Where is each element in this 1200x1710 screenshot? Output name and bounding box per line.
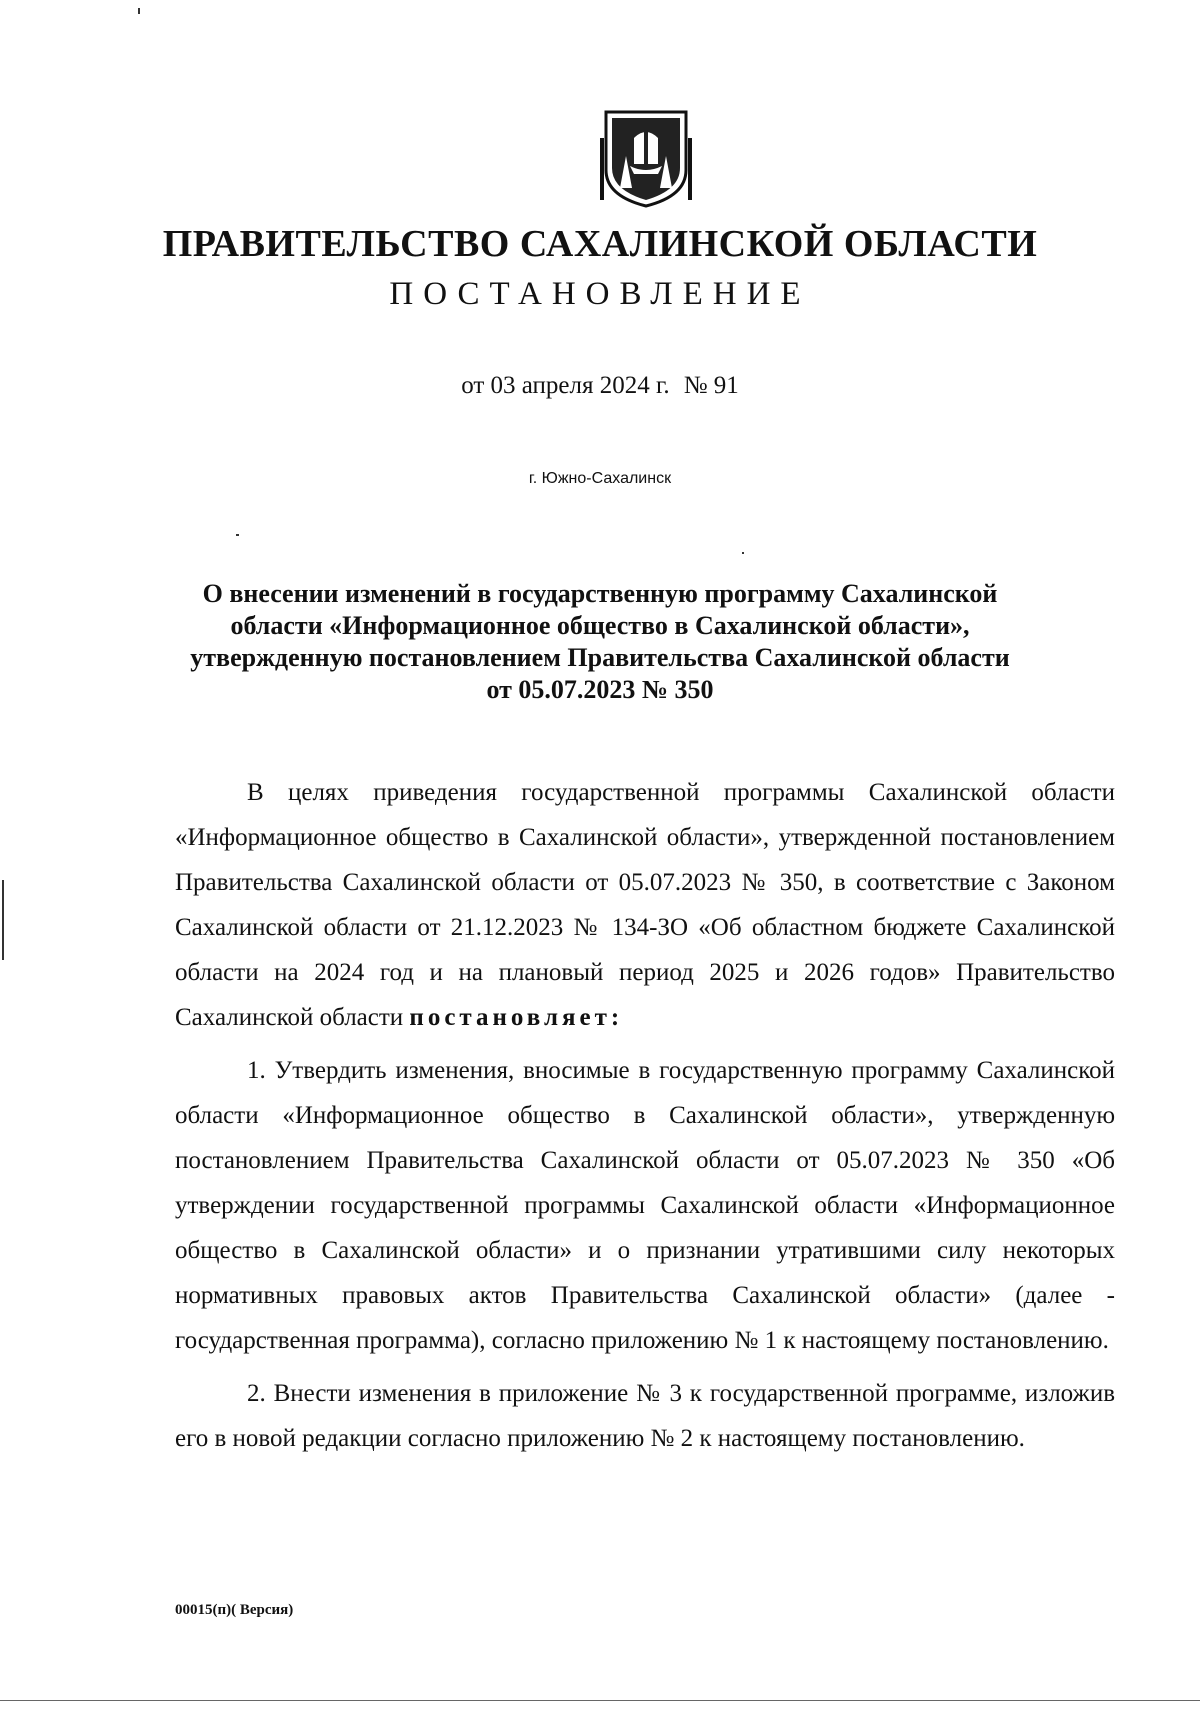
subject-line: О внесении изменений в государственную программу Сахалинской	[202, 579, 998, 608]
document-number: № 91	[683, 372, 739, 399]
scan-artifact	[742, 552, 744, 554]
coat-of-arms-emblem	[600, 108, 692, 208]
scan-artifact	[0, 1700, 1200, 1701]
paragraph	[175, 770, 1115, 1040]
scan-artifact	[2, 880, 4, 960]
resolution-keyword: постановляет:	[409, 1004, 624, 1031]
city: г. Южно-Сахалинск	[528, 470, 672, 487]
scan-artifact	[138, 8, 140, 14]
scan-artifact	[236, 534, 239, 536]
document-body	[175, 770, 1115, 1469]
subject-line: от 05.07.2023 № 350	[486, 675, 714, 704]
organization-title: ПРАВИТЕЛЬСТВО САХАЛИНСКОЙ ОБЛАСТИ	[162, 223, 1038, 265]
paragraph-text: В целях приведения государственной программы Сахалинской области «Информационное общество в Сахалинской области», утвержденной постановлением Правительства Сахалинской области от 05.07.2023 № 350, в соответствие с Законом Сахалинской области от 21.12.2023 № 134-ЗО «Об областном бюджете Сахалинской области на 2024 год и на плановый период 2025 и 2026 годов» Правительство Сахалинской области	[175, 779, 1115, 1031]
document-date: от 03 апреля 2024 г.	[461, 372, 670, 399]
document-subject	[150, 578, 1050, 706]
document-type: ПОСТАНОВЛЕНИЕ	[389, 276, 811, 312]
paragraph: 2. Внести изменения в приложение № 3 к государственной программе, изложив его в новой редакции согласно приложению № 2 к настоящему постановлению.	[175, 1380, 1115, 1452]
date-line	[0, 372, 1200, 400]
subject-line: утвержденную постановлением Правительства Сахалинской области	[190, 643, 1010, 672]
form-code: 00015(п)( Версия)	[175, 1602, 294, 1618]
subject-line: области «Информационное общество в Сахалинской области»,	[230, 611, 970, 640]
paragraph: 1. Утвердить изменения, вносимые в государственную программу Сахалинской области «Информационное общество в Сахалинской области», утвержденную постановлением Правительства Сахалинской области от 05.07.2023 № 350 «Об утверждении государственной программы Сахалинской области «Информационное общество в Сахалинской области» и о признании утратившими силу некоторых нормативных правовых актов Правительства Сахалинской области» (далее - государственная программа), согласно приложению № 1 к настоящему постановлению.	[175, 1057, 1115, 1354]
